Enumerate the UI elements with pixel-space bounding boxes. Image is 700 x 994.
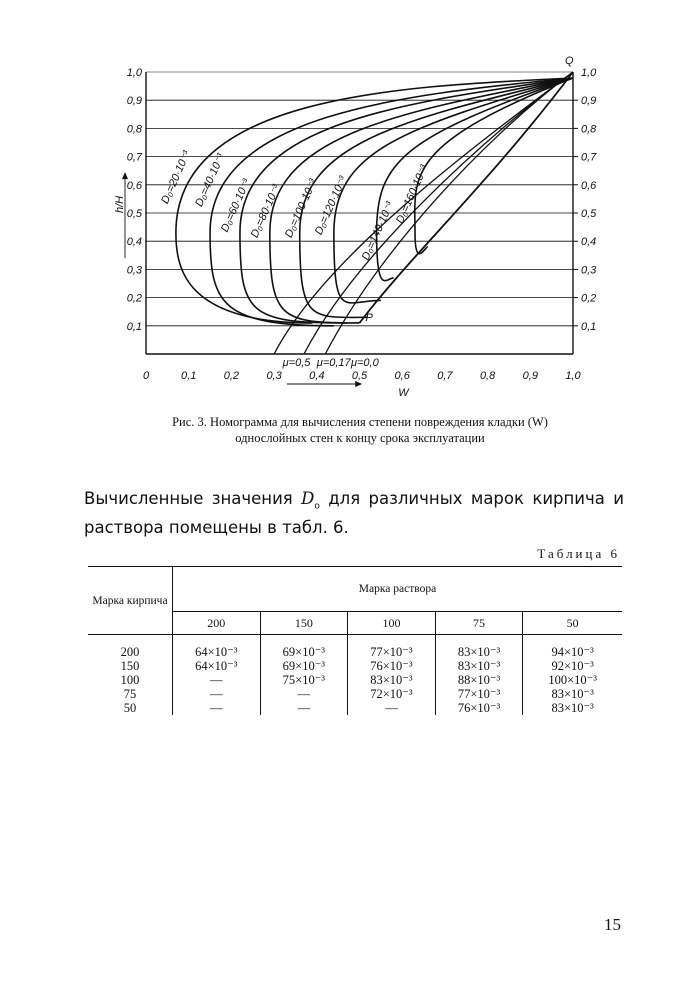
brick-grade-cell: 50 <box>88 701 173 715</box>
value-cell: — <box>173 673 261 687</box>
right-tick-label: 0,9 <box>581 95 597 108</box>
left-tick-label: 0,2 <box>126 292 142 305</box>
right-tick-label: 1,0 <box>581 67 597 79</box>
value-cell: 100×10⁻³ <box>548 673 597 687</box>
value-cell: 94×10⁻³ <box>551 645 594 659</box>
mu-label: μ=0,17 <box>316 357 351 370</box>
mortar-column-header: 150 <box>260 612 348 635</box>
y-axis-label: h/H <box>114 195 126 213</box>
x-tick-label: 0,2 <box>223 370 240 382</box>
mortar-column-header: 75 <box>435 612 523 635</box>
value-cell: 83×10⁻³ <box>551 687 594 701</box>
x-tick-label: 0,4 <box>309 370 325 382</box>
value-cell: — <box>348 701 436 715</box>
paragraph-subscript: o <box>314 501 320 512</box>
value-cell: 76×10⁻³ <box>348 659 436 673</box>
value-cell: 83×10⁻³ <box>435 659 523 673</box>
mortar-column-header: 200 <box>173 612 261 635</box>
brick-grade-cell: 75 <box>88 687 173 701</box>
value-cell: 88×10⁻³ <box>435 673 523 687</box>
left-tick-label: 0,8 <box>126 123 142 136</box>
brick-grade-header: Марка кирпича <box>88 567 173 635</box>
data-table <box>88 566 622 715</box>
value-cell: 69×10⁻³ <box>260 635 348 660</box>
table-row <box>88 687 622 701</box>
right-tick-label: 0,5 <box>581 208 597 220</box>
x-tick-label: 0,8 <box>479 370 496 382</box>
left-tick-label: 0,7 <box>126 151 142 164</box>
d0-curve <box>415 78 573 254</box>
value-cell: 75×10⁻³ <box>260 673 348 687</box>
left-tick-label: 0,1 <box>126 320 142 333</box>
brick-grade-cell: 200 <box>88 635 173 660</box>
x-tick-label: 0,3 <box>266 370 282 382</box>
paragraph-after: для различных марок кирпича и раствора помещены в табл. 6. <box>84 489 624 538</box>
page-number: 15 <box>604 915 621 934</box>
value-cell: 77×10⁻³ <box>435 687 523 701</box>
table-row <box>88 659 622 673</box>
paragraph-before: Вычисленные значения <box>84 489 302 508</box>
d0-curve-label: D₀=120·10⁻³ <box>312 174 350 237</box>
mortar-column-header: 50 <box>523 612 622 635</box>
value-cell: 64×10⁻³ <box>173 659 261 673</box>
value-cell: — <box>173 687 261 701</box>
mu-label: μ=0,0 <box>350 357 379 370</box>
left-tick-label: 0,6 <box>126 179 142 192</box>
d0-curve-label: D₀=40·10⁻³ <box>193 151 228 209</box>
mu-label: μ=0,5 <box>282 357 311 370</box>
left-tick-label: 0,5 <box>126 208 142 220</box>
value-cell: — <box>260 701 348 715</box>
left-tick-label: 0,4 <box>126 236 142 249</box>
x-tick-label: 1,0 <box>565 370 581 382</box>
value-cell: 92×10⁻³ <box>551 659 594 673</box>
x-tick-label: 0,9 <box>522 370 538 382</box>
value-cell: 72×10⁻³ <box>348 687 436 701</box>
left-tick-label: 0,3 <box>126 264 142 277</box>
value-cell: 77×10⁻³ <box>348 635 436 660</box>
d0-curve-label: D₀=60·10⁻³ <box>218 177 253 234</box>
d0-curve <box>270 78 573 323</box>
y-axis-arrowhead <box>122 172 128 179</box>
value-cell: 64×10⁻³ <box>173 635 261 660</box>
right-tick-label: 0,6 <box>581 179 597 192</box>
table-title: Таблица 6 <box>537 546 620 561</box>
table-row <box>88 635 622 660</box>
caption-line-1: Рис. 3. Номограмма для вычисления степени повреждения кладки (W) <box>172 415 548 429</box>
value-cell: — <box>173 701 261 715</box>
point-p-label: P <box>365 311 373 324</box>
value-cell: 69×10⁻³ <box>260 659 348 673</box>
right-tick-label: 0,2 <box>581 292 597 305</box>
x-tick-label: 0,6 <box>394 370 410 382</box>
brick-grade-cell: 100 <box>88 673 173 687</box>
right-tick-label: 0,3 <box>581 264 597 277</box>
table-row <box>88 673 622 687</box>
left-tick-label: 0,9 <box>126 95 142 108</box>
brick-grade-cell: 150 <box>88 659 173 673</box>
value-cell: 83×10⁻³ <box>348 673 436 687</box>
table-row <box>88 701 622 715</box>
x-tick-label: 0,5 <box>351 370 368 382</box>
nomogram-labels <box>114 55 597 399</box>
right-tick-label: 0,4 <box>581 236 597 249</box>
left-tick-label: 1,0 <box>126 67 142 79</box>
d0-curve-label: D₀=100·10⁻³ <box>282 177 320 240</box>
value-cell: 83×10⁻³ <box>551 701 594 715</box>
right-tick-label: 0,1 <box>581 320 597 333</box>
value-cell: 83×10⁻³ <box>435 635 523 660</box>
nomogram-figure <box>100 40 620 410</box>
caption-line-2: однослойных стен к концу срока эксплуатации <box>235 431 485 445</box>
d0-curve-label: D₀=140·10⁻³ <box>359 199 397 263</box>
paragraph-symbol: D <box>301 489 315 508</box>
point-q-label: Q <box>565 55 574 67</box>
value-cell: 76×10⁻³ <box>435 701 523 715</box>
nomogram-grid <box>146 72 578 354</box>
x-axis-label: W <box>398 387 409 399</box>
d0-curve-label: D₀=20·10⁻³ <box>159 149 194 206</box>
x-tick-label: 0,7 <box>437 370 453 382</box>
mortar-column-header: 100 <box>348 612 436 635</box>
mortar-grade-header: Марка раствора <box>173 567 623 612</box>
body-paragraph <box>84 488 624 539</box>
d0-curve-label: D₀=80·10⁻³ <box>248 183 283 240</box>
right-tick-label: 0,8 <box>581 123 597 136</box>
x-tick-label: 0 <box>142 370 150 382</box>
d0-curve-label: D₀=160·10⁻³ <box>393 163 431 226</box>
value-cell: — <box>260 687 348 701</box>
figure-caption <box>100 414 620 446</box>
x-tick-label: 0,1 <box>181 370 197 382</box>
right-tick-label: 0,7 <box>581 151 597 164</box>
table-body <box>88 635 622 716</box>
